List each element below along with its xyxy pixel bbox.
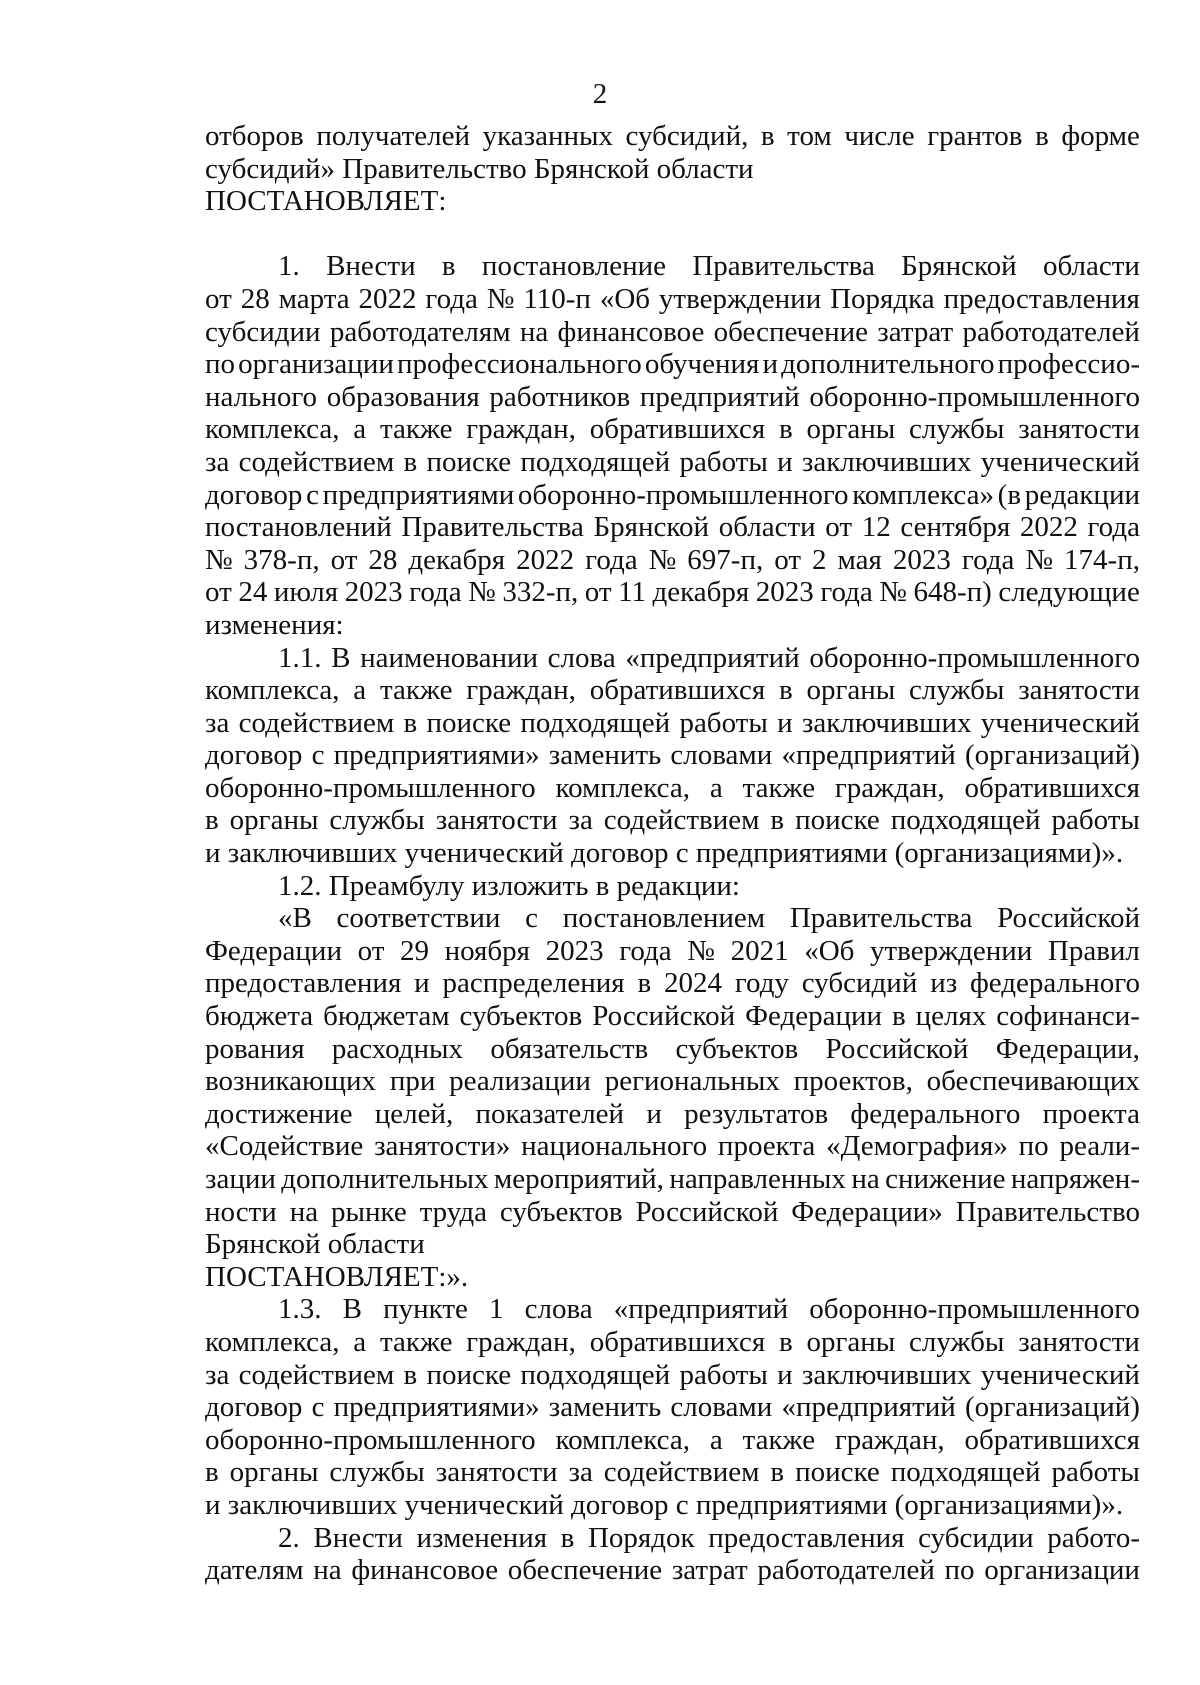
- text-line: возникающих при реализации региональных проектов, обеспечивающих: [205, 1065, 1140, 1098]
- text-line: ности на рынке труда субъектов Российской Федерации» Правительство: [205, 1195, 1140, 1228]
- text-line: оборонно-промышленного комплекса, а также граждан, обратившихся: [205, 771, 1140, 804]
- text-line: 1. Внести в постановление Правительства Брянской области: [278, 250, 1140, 283]
- text-line: и заключивших ученический договор с предприятиями (организациями)».: [205, 837, 1124, 870]
- text-line: Федерации от 29 ноября 2023 года № 2021 «Об утверждении Правил: [205, 934, 1140, 967]
- text-line: договор с предприятиями оборонно-промышленного комплекса» (в редакции: [205, 478, 1140, 511]
- page-number: 2: [592, 78, 608, 110]
- text-line: № 378-п, от 28 декабря 2022 года № 697-п, от 2 мая 2023 года № 174-п,: [205, 543, 1140, 576]
- text-line: 1.2. Преамбулу изложить в редакции:: [278, 869, 740, 902]
- text-line: от 28 марта 2022 года № 110-п «Об утверждении Порядка предоставления: [205, 282, 1140, 315]
- text-line: «В соответствии с постановлением Правительства Российской: [278, 902, 1140, 935]
- text-line: постановлений Правительства Брянской области от 12 сентября 2022 года: [205, 511, 1140, 544]
- text-line: дателям на финансовое обеспечение затрат работодателей по организации: [205, 1554, 1140, 1587]
- text-line: бюджета бюджетам субъектов Российской Федерации в целях софинанси-: [205, 1000, 1140, 1033]
- text-line: отборов получателей указанных субсидий, в том числе грантов в форме: [205, 120, 1140, 152]
- text-line: и заключивших ученический договор с предприятиями (организациями)».: [205, 1488, 1124, 1521]
- document-body: [205, 120, 1140, 1587]
- text-line: за содействием в поиске подходящей работы и заключивших ученический: [205, 706, 1140, 739]
- text-line: 1.1. В наименовании слова «предприятий оборонно-промышленного: [278, 641, 1140, 674]
- text-line: предоставления и распределения в 2024 году субсидий из федерального: [205, 967, 1140, 1000]
- text-line: от 24 июля 2023 года № 332-п, от 11 декабря 2023 года № 648-п) следующие: [205, 576, 1140, 609]
- text-line: 1.3. В пункте 1 слова «предприятий оборонно-промышленного: [278, 1293, 1140, 1326]
- text-line: за содействием в поиске подходящей работы и заключивших ученический: [205, 445, 1140, 478]
- text-line: 2. Внести изменения в Порядок предоставления субсидии работо-: [278, 1521, 1140, 1554]
- text-line: за содействием в поиске подходящей работы и заключивших ученический: [205, 1358, 1140, 1391]
- text-line: достижение целей, показателей и результатов федерального проекта: [205, 1097, 1140, 1130]
- text-line: «Содействие занятости» национального проекта «Демография» по реали-: [205, 1130, 1140, 1163]
- text-line: рования расходных обязательств субъектов Российской Федерации,: [205, 1032, 1140, 1065]
- text-line: комплекса, а также граждан, обратившихся в органы службы занятости: [205, 1325, 1140, 1358]
- text-line: нального образования работников предприятий оборонно-промышленного: [205, 380, 1140, 413]
- text-line: ПОСТАНОВЛЯЕТ:».: [205, 1260, 469, 1293]
- text-line: в органы службы занятости за содействием в поиске подходящей работы: [205, 804, 1140, 837]
- text-line: по организации профессионального обучения и дополнительного профессио-: [205, 348, 1140, 381]
- text-line: оборонно-промышленного комплекса, а также граждан, обратившихся: [205, 1423, 1140, 1456]
- text-line: договор с предприятиями» заменить словами «предприятий (организаций): [205, 739, 1140, 772]
- text-line: субсидии работодателям на финансовое обеспечение затрат работодателей: [205, 315, 1140, 348]
- paragraph-gap: [205, 218, 1140, 251]
- text-line: изменения:: [205, 608, 344, 641]
- text-line: Брянской области: [205, 1228, 425, 1261]
- text-line: комплекса, а также граждан, обратившихся в органы службы занятости: [205, 413, 1140, 446]
- text-line: в органы службы занятости за содействием в поиске подходящей работы: [205, 1456, 1140, 1489]
- text-line: ПОСТАНОВЛЯЕТ:: [205, 185, 447, 218]
- text-line: договор с предприятиями» заменить словами «предприятий (организаций): [205, 1391, 1140, 1424]
- text-line: зации дополнительных мероприятий, направленных на снижение напряжен-: [205, 1163, 1140, 1195]
- text-line: субсидий» Правительство Брянской области: [205, 152, 754, 185]
- text-line: комплекса, а также граждан, обратившихся в органы службы занятости: [205, 674, 1140, 707]
